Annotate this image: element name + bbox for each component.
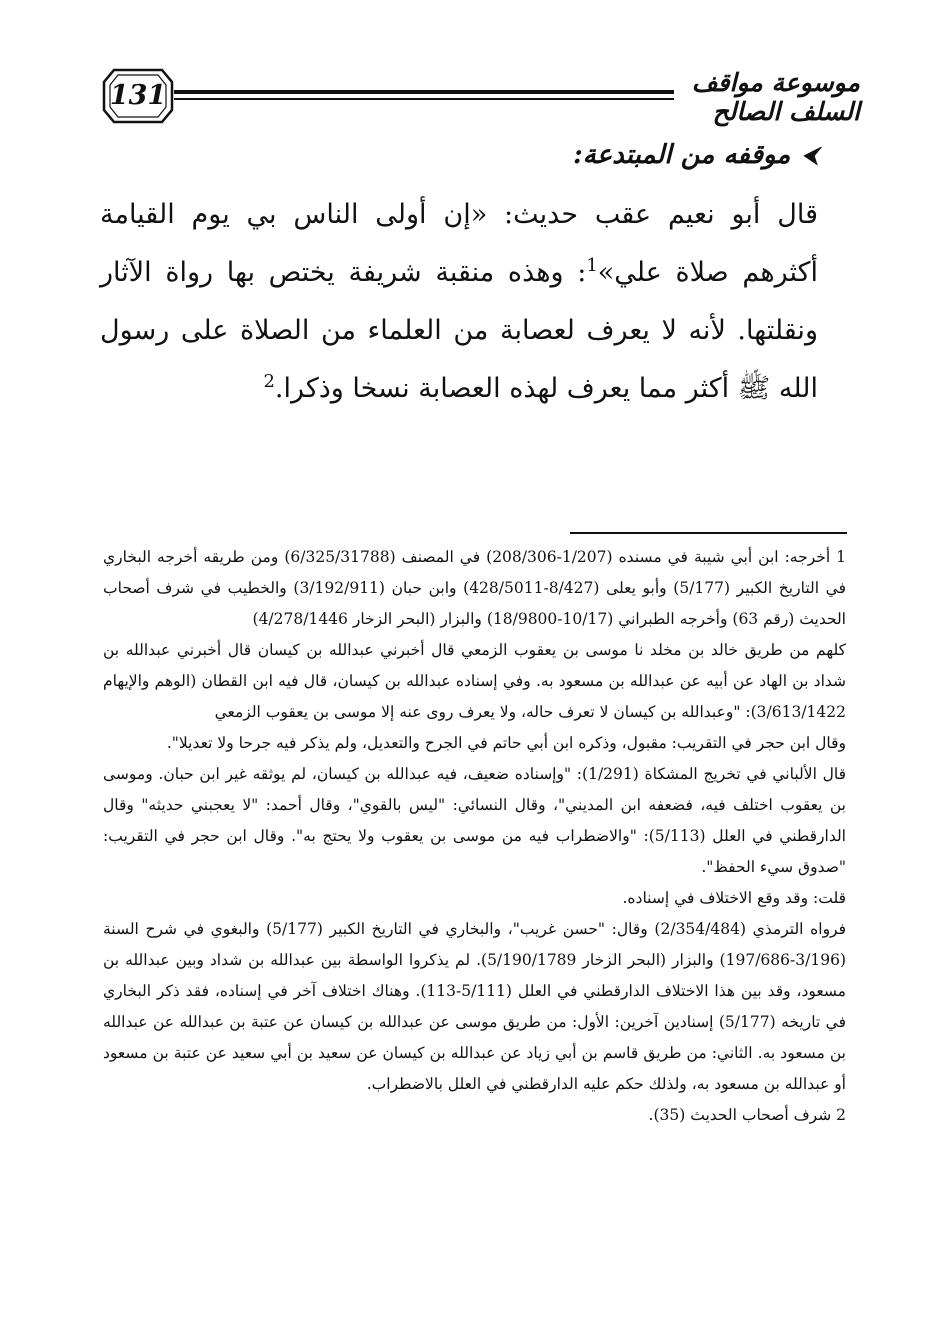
section-heading-text: موقفه من المبتدعة: (573, 140, 791, 170)
footnotes (103, 542, 846, 1131)
footnote-separator (570, 532, 847, 534)
footnote-paragraph: فرواه الترمذي (2/354/484) وقال: "حسن غريب"، والبخاري في التاريخ الكبير (5/177) والبغوي في شرح السنة (3/196-197/686) والبزار (البحر الزخار 5/190/1789). لم يذكروا الواسطة بين عبدالله بن شداد وبين عبدالله بن مسعود، وقد بين هذا الاختلاف الدارقطني في العلل (5/111-113). وهناك اختلاف آخر في إسناده، فقد ذكر البخاري في تاريخه (5/177) إسنادين آخرين: الأول: من طريق موسى عن عبدالله بن كيسان عن عتبة بن عبدالله عن عبدالله بن مسعود به. الثاني: من طريق قاسم بن أبي زياد عن عبدالله بن كيسان عن سعيد بن أبي سعيد عن عتبة بن مسعود أو عبدالله بن مسعود به، ولذلك حكم عليه الدارقطني في العلل بالاضطراب. (103, 920, 847, 1093)
footnote-ref-2[interactable]: 2 (263, 371, 275, 392)
footnote-paragraph: كلهم من طريق خالد بن مخلد نا موسى بن يعقوب الزمعي قال أخبرني عبدالله بن كيسان قال أخبرني عبدالله بن شداد بن الهاد عن أبيه عن عبدالله بن مسعود به. وفي إسناده عبدالله بن كيسان، قال فيه ابن القطان (الوهم والإيهام 3/613/1422): "وعبدالله بن كيسان لا تعرف حاله، ولا يعرف روى عنه إلا موسى بن يعقوب الزمعي (103, 641, 847, 721)
body-text-part2: : وهذه منقبة شريفة يختص بها رواة الآثار ونقلتها. لأنه لا يعرف لعصابة من العلماء من الصلاة على رسول الله ﷺ أكثر مما يعرف لهذه العصابة نسخا وذكرا. (100, 257, 818, 404)
body-text-part1: قال أبو نعيم عقب حديث: «إن أولى الناس بي يوم القيامة أكثرهم صلاة علي» (100, 199, 818, 288)
header-rule-thick (174, 90, 674, 94)
footnote-paragraph: 2 شرف أصحاب الحديث (35). (648, 1106, 846, 1124)
section-heading (573, 140, 818, 170)
arrow-left-icon: ⮜ (802, 142, 818, 168)
footnote-ref-1[interactable]: 1 (586, 255, 598, 276)
footnote-paragraph: قلت: وقد وقع الاختلاف في إسناده. (622, 889, 846, 907)
body-paragraph (100, 186, 818, 418)
page-header (100, 62, 860, 132)
footnote-paragraph: 1 أخرجه: ابن أبي شيبة في مسنده (1/207-208/306) في المصنف (6/325/31788) ومن طريقه أخرجه البخاري في التاريخ الكبير (5/177) وأبو يعلى (8/427-428/5011) وابن حبان (3/192/911) والخطيب في شرف أصحاب الحديث (رقم 63) وأخرجه الطبراني (10/17-18/9800) والبزار (البحر الزخار 4/278/1446) (103, 548, 847, 628)
header-rule-thin (174, 98, 674, 100)
page-number: 131 (109, 80, 167, 111)
footnote-paragraph: وقال ابن حجر في التقريب: مقبول، وذكره ابن أبي حاتم في الجرح والتعديل، ولم يذكر فيه جرحا ولا تعديلا". (166, 734, 846, 752)
series-title: موسوعة مواقف السلف الصالح (691, 68, 860, 126)
footnote-paragraph: قال الألباني في تخريج المشكاة (1/291): "وإسناده ضعيف، فيه عبدالله بن كيسان، لم يوثقه غير ابن حبان. وموسى بن يعقوب اختلف فيه، فضعفه ابن المديني"، وقال النسائي: "ليس بالقوي"، وقال أحمد: "لا يعجبني حديثه" وقال الدارقطني في العلل (5/113): "والاضطراب فيه من موسى بن يعقوب ولا يحتج به". وقال ابن حجر في التقريب: "صدوق سيء الحفظ". (103, 765, 846, 876)
page-number-badge (100, 66, 176, 126)
